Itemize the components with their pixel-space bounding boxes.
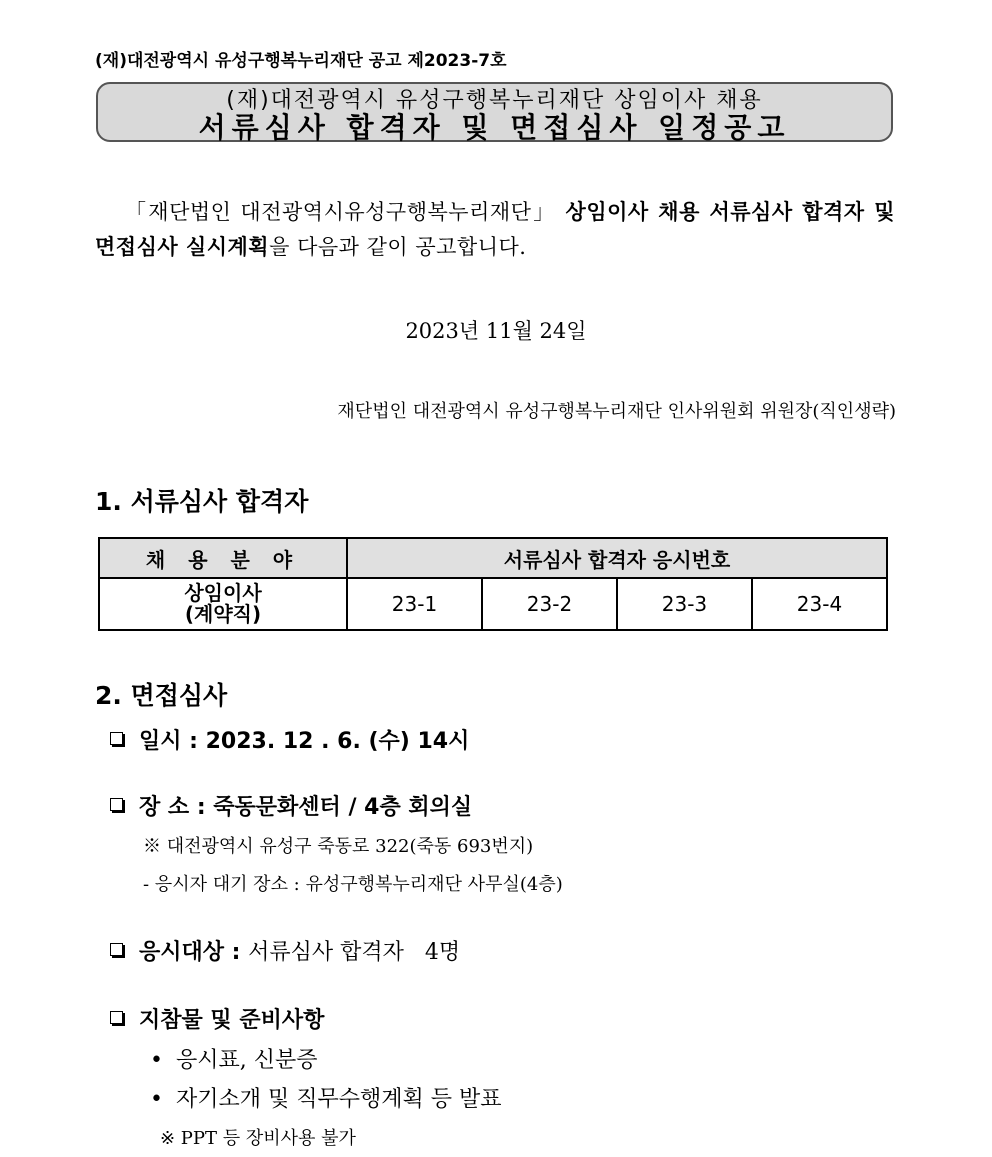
place-note: ※ 대전광역시 유성구 죽동로 322(죽동 693번지) (143, 836, 534, 857)
checkbox-square-icon (110, 798, 123, 811)
list-item (150, 1082, 502, 1113)
checkbox-square-icon (110, 732, 123, 745)
table-header-row (99, 538, 887, 578)
passers-table (98, 537, 888, 631)
datetime-text: 일시 : 2023. 12 . 6. (수) 14시 (139, 729, 470, 754)
place-item (110, 790, 472, 821)
field-cell (99, 578, 347, 630)
signer: 재단법인 대전광역시 유성구행복누리재단 인사위원회 위원장(직인생략) (337, 401, 896, 422)
bullet-dot-icon: • (150, 1087, 163, 1112)
announcement-date: 2023년 11월 24일 (405, 319, 587, 343)
intro-part3: 을 다음과 같이 공고합니다. (269, 235, 527, 259)
intro-bold: 상임이사 채용 서류심사 합격자 및 면접심사 실시계획 (95, 200, 895, 259)
col-field-header: 채 용 분 야 (99, 538, 347, 578)
list-item-text: 자기소개 및 직무수행계획 등 발표 (176, 1087, 502, 1112)
title-box (96, 82, 893, 142)
list-item-text: 응시표, 신분증 (176, 1048, 318, 1073)
notice-number: (재)대전광역시 유성구행복누리재단 공고 제2023-7호 (95, 51, 507, 71)
datetime-item (110, 724, 469, 755)
target-label: 응시대상 : (139, 940, 241, 965)
bullet-dot-icon: • (150, 1048, 163, 1073)
checkbox-square-icon (110, 943, 123, 956)
target-value: 서류심사 합격자 4명 (248, 940, 461, 965)
table-row (99, 578, 887, 630)
applicant-number-1: 23-1 (347, 578, 482, 630)
items-heading-text: 지참물 및 준비사항 (139, 1008, 325, 1033)
waiting-room: - 응시자 대기 장소 : 유성구행복누리재단 사무실(4층) (143, 874, 563, 895)
applicant-number-2: 23-2 (482, 578, 617, 630)
place-text: 장 소 : 죽동문화센터 / 4층 회의실 (139, 795, 473, 820)
list-item (150, 1043, 318, 1074)
applicant-number-3: 23-3 (617, 578, 752, 630)
field-line2: (계약직) (184, 602, 262, 626)
section1-heading: 1. 서류심사 합격자 (95, 487, 309, 516)
checkbox-square-icon (110, 1011, 123, 1024)
title-line2: 서류심사 합격자 및 면접심사 일정공고 (198, 111, 791, 144)
items-note: ※ PPT 등 장비사용 불가 (160, 1128, 356, 1149)
title-line1: (재)대전광역시 유성구행복누리재단 상임이사 채용 (226, 88, 763, 113)
intro-part1: 「재단법인 대전광역시유성구행복누리재단」 (125, 200, 557, 224)
target-item (110, 935, 460, 966)
intro-paragraph (95, 195, 895, 265)
col-numbers-header: 서류심사 합격자 응시번호 (347, 538, 887, 578)
section2-heading: 2. 면접심사 (95, 681, 228, 710)
applicant-number-4: 23-4 (752, 578, 887, 630)
items-heading (110, 1003, 324, 1034)
field-line1: 상임이사 (184, 581, 262, 605)
